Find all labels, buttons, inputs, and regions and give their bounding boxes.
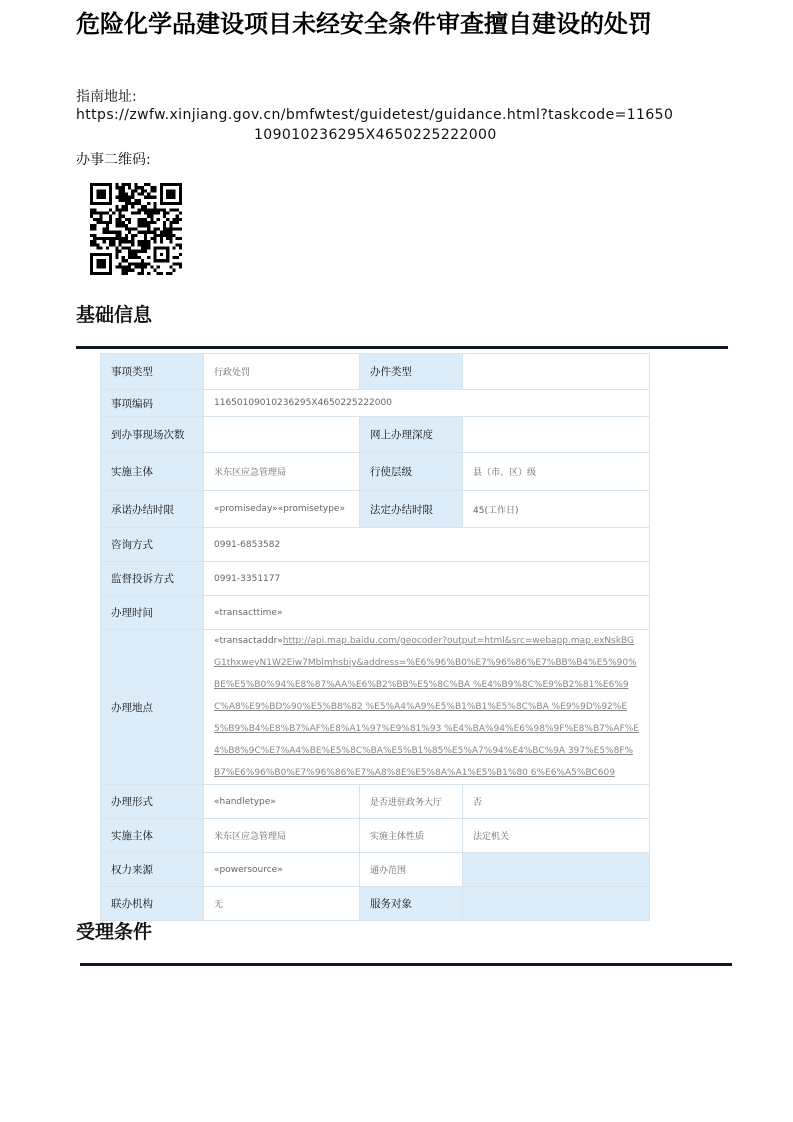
field-label: 网上办理深度 <box>360 417 463 453</box>
table-row <box>101 562 650 596</box>
field-value <box>463 417 650 453</box>
table-row <box>101 853 650 887</box>
field-label: 办理形式 <box>101 785 204 819</box>
field-label: 通办范围 <box>360 853 463 887</box>
table-row <box>101 887 650 921</box>
field-label: 实施主体 <box>101 453 204 491</box>
basic-info-table <box>100 353 650 921</box>
qr-label: 办事二维码: <box>76 152 151 168</box>
address-prefix: «transactaddr» <box>214 636 283 646</box>
table-row <box>101 785 650 819</box>
guide-url-line-2[interactable]: 109010236295X4650225222000 <box>254 127 497 143</box>
table-row <box>101 417 650 453</box>
qr-code <box>90 183 182 275</box>
field-value: 否 <box>463 785 650 819</box>
field-value <box>463 853 650 887</box>
field-label: 权力来源 <box>101 853 204 887</box>
field-value: 11650109010236295X4650225222000 <box>204 390 650 417</box>
guide-url-line-1[interactable]: https://zwfw.xinjiang.gov.cn/bmfwtest/guidetest/guidance.html?taskcode=11650 <box>76 107 674 123</box>
field-value: «promiseday»«promisetype» <box>204 491 360 528</box>
field-label: 事项编码 <box>101 390 204 417</box>
table-row <box>101 491 650 528</box>
field-value: 县（市、区）级 <box>463 453 650 491</box>
field-value: 米东区应急管理局 <box>204 453 360 491</box>
field-label: 法定办结时限 <box>360 491 463 528</box>
field-value: 米东区应急管理局 <box>204 819 360 853</box>
section-divider-acceptance-conditions <box>80 963 732 966</box>
field-label: 承诺办结时限 <box>101 491 204 528</box>
field-label: 是否进驻政务大厅 <box>360 785 463 819</box>
page-title: 危险化学品建设项目未经安全条件审查擅自建设的处罚 <box>76 10 652 38</box>
guide-label: 指南地址: <box>76 89 137 105</box>
field-value: 45(工作日) <box>463 491 650 528</box>
table-row <box>101 630 650 785</box>
field-value <box>463 887 650 921</box>
table-row <box>101 354 650 390</box>
table-row <box>101 528 650 562</box>
field-label: 办理时间 <box>101 596 204 630</box>
field-label: 办件类型 <box>360 354 463 390</box>
table-row <box>101 596 650 630</box>
field-value: «powersource» <box>204 853 360 887</box>
field-value: 无 <box>204 887 360 921</box>
field-label: 联办机构 <box>101 887 204 921</box>
field-label: 办理地点 <box>101 630 204 785</box>
field-value: 法定机关 <box>463 819 650 853</box>
field-label: 监督投诉方式 <box>101 562 204 596</box>
section-title-acceptance-conditions: 受理条件 <box>76 921 153 943</box>
section-title-basic-info: 基础信息 <box>76 304 153 326</box>
field-value <box>204 630 650 785</box>
field-value: «handletype» <box>204 785 360 819</box>
field-value: 行政处罚 <box>204 354 360 390</box>
field-value: «transacttime» <box>204 596 650 630</box>
table-row <box>101 390 650 417</box>
field-label: 行使层级 <box>360 453 463 491</box>
field-label: 咨询方式 <box>101 528 204 562</box>
field-label: 事项类型 <box>101 354 204 390</box>
field-label: 服务对象 <box>360 887 463 921</box>
section-divider-basic-info <box>76 346 728 349</box>
field-label: 到办事现场次数 <box>101 417 204 453</box>
field-label: 实施主体 <box>101 819 204 853</box>
field-label: 实施主体性质 <box>360 819 463 853</box>
field-value: 0991-6853582 <box>204 528 650 562</box>
field-value <box>204 417 360 453</box>
address-map-link[interactable]: http://api.map.baidu.com/geocoder?output=html&src=webapp.map.exNskBGG1thxweyN1W2Eiw7Mblmhsbiy&address=%E6%96%B0%E7%96%86%E7%BB%B4%E5%90%BE%E5%B0%94%E8%87%AA%E6%B2%BB%E5%8C%BA %E4%B9%8C%E9%B2%81%E6%9C%A8%E9%BD%90%E5%B8%82 %E5%A4%A9%E5%B1%B1%E5%8C%BA %E9%9D%92%E5%B9%B4%E8%B7%AF%E8%A1%97%E9%81%93 %E4%BA%94%E6%98%9F%E8%B7%AF%E4%B8%9C%E7%A4%BE%E5%8C%BA%E5%B1%85%E5%A7%94%E4%BC%9A 397%E5%8F%B7%E6%96%B0%E7%96%86%E7%A8%8E%E5%8A%A1%E5%B1%80 6%E6%A5%BC609 <box>214 636 639 778</box>
field-value: 0991-3351177 <box>204 562 650 596</box>
field-value <box>463 354 650 390</box>
table-row <box>101 819 650 853</box>
table-row <box>101 453 650 491</box>
